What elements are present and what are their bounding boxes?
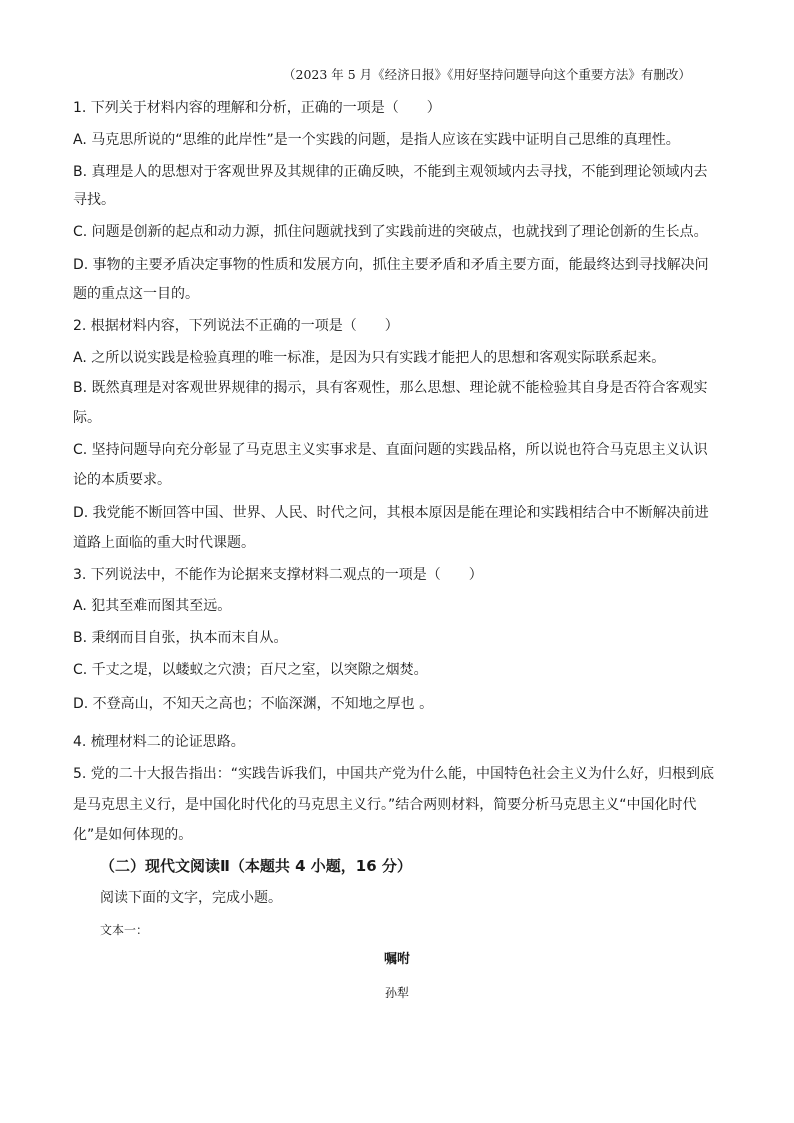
question-3-option-a: A. 犯其至难而图其至远。 (73, 598, 232, 614)
story-title: 嘱咐 (383, 952, 410, 967)
question-3-stem: 3. 下列说法中，不能作为论据来支撑材料二观点的一项是（ ） (73, 567, 483, 583)
question-2-option-a: A. 之所以说实践是检验真理的唯一标准，是因为只有实践才能把人的思想和客观实际联系起来。 (73, 350, 666, 366)
story-author: 孙犁 (384, 986, 409, 1000)
question-1-option-d-cont: 题的重点这一目的。 (73, 286, 199, 302)
question-1-option-a: A. 马克思所说的“思维的此岸性”是一个实践的问题，是指人应该在实践中证明自己思维的真理性。 (73, 132, 680, 148)
question-1-option-b-cont: 寻找。 (73, 192, 115, 208)
question-5-line-3: 化”是如何体现的。 (73, 827, 193, 843)
question-3-option-b: B. 秉纲而目自张，执本而末自从。 (73, 630, 288, 646)
question-2-option-c: C. 坚持问题导向充分彰显了马克思主义实事求是、直面问题的实践品格，所以说也符合马克思主义认识 (73, 442, 708, 458)
section-instruction: 阅读下面的文字，完成小题。 (100, 890, 282, 906)
question-2-option-d: D. 我党能不断回答中国、世界、人民、时代之问，其根本原因是能在理论和实践相结合中不断解决前进 (73, 505, 709, 521)
question-2-option-b: B. 既然真理是对客观世界规律的揭示，具有客观性，那么思想、理论就不能检验其自身是否符合客观实 (73, 380, 708, 396)
question-2-option-c-cont: 论的本质要求。 (73, 472, 171, 488)
text-one-label: 文本一： (100, 923, 149, 937)
question-2-option-b-cont: 际。 (73, 410, 101, 426)
section-heading: （二）现代文阅读Ⅱ（本题共 4 小题，16 分） (100, 857, 412, 875)
source-note: （2023 年 5 月《经济日报》《用好坚持问题导向这个重要方法》有删改） (283, 67, 691, 82)
question-1-option-c: C. 问题是创新的起点和动力源，抓住问题就找到了实践前进的突破点，也就找到了理论创新的生长点。 (73, 224, 708, 240)
question-5-line-1: 5. 党的二十大报告指出：“实践告诉我们，中国共产党为什么能，中国特色社会主义为什么好，归根到底 (73, 766, 715, 782)
question-2-option-d-cont: 道路上面临的重大时代课题。 (73, 535, 255, 551)
question-5-line-2: 是马克思主义行，是中国化时代化的马克思主义行。”结合两则材料，简要分析马克思主义“中国化时代 (73, 797, 697, 813)
question-2-stem: 2. 根据材料内容，下列说法不正确的一项是（ ） (73, 318, 399, 334)
question-3-option-d: D. 不登高山，不知天之高也；不临深渊，不知地之厚也 。 (73, 696, 434, 712)
question-1-stem: 1. 下列关于材料内容的理解和分析，正确的一项是（ ） (73, 100, 441, 116)
question-4-stem: 4. 梳理材料二的论证思路。 (73, 734, 245, 750)
question-1-option-d: D. 事物的主要矛盾决定事物的性质和发展方向，抓住主要矛盾和矛盾主要方面，能最终达到寻找解决问 (73, 257, 709, 273)
question-1-option-b: B. 真理是人的思想对于客观世界及其规律的正确反映，不能到主观领域内去寻找，不能到理论领域内去 (73, 164, 708, 180)
question-3-option-c: C. 千丈之堤，以蝼蚁之穴溃；百尺之室，以突隙之烟焚。 (73, 662, 428, 678)
